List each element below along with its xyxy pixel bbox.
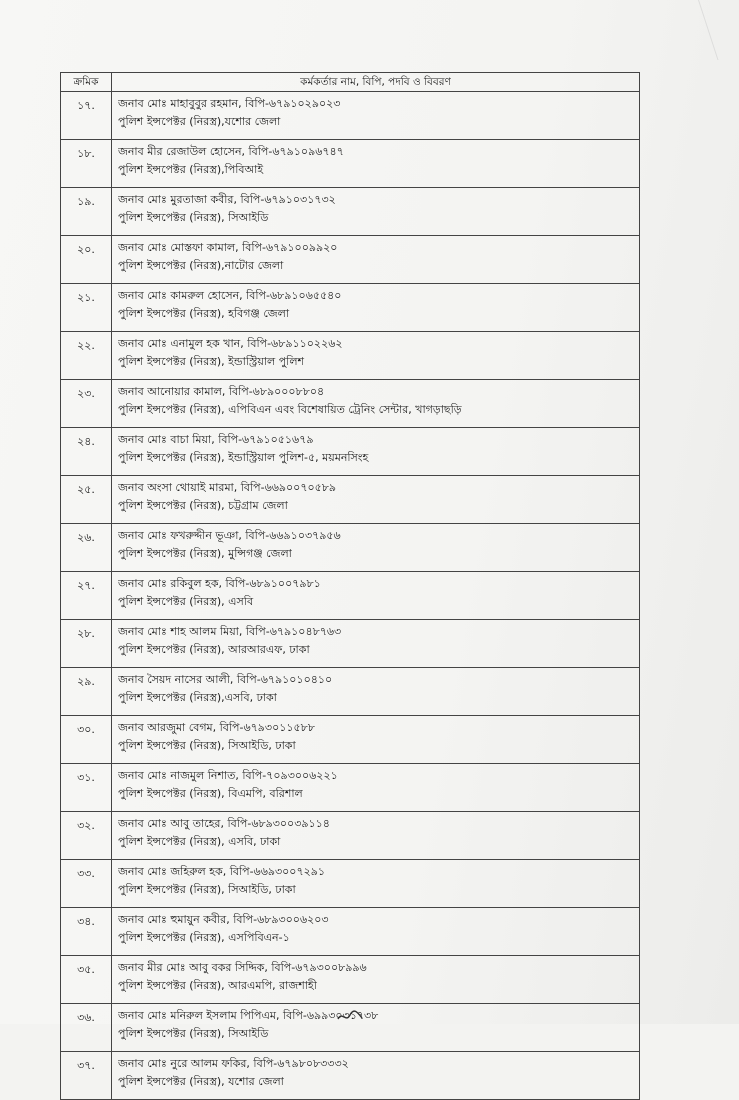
table-row xyxy=(61,668,640,716)
officer-post-unit: পুলিশ ইন্সপেক্টর (নিরস্ত্র), সিআইডি xyxy=(118,1027,269,1040)
officer-detail-cell xyxy=(112,860,640,908)
officer-post-unit: পুলিশ ইন্সপেক্টর (নিরস্ত্র),নাটোর জেলা xyxy=(118,259,284,272)
officer-post-unit: পুলিশ ইন্সপেক্টর (নিরস্ত্র), চট্টগ্রাম জেলা xyxy=(118,499,288,512)
table-row xyxy=(61,908,640,956)
officer-post-unit: পুলিশ ইন্সপেক্টর (নিরস্ত্র), ইন্ডাস্ট্রিয়াল পুলিশ xyxy=(118,355,305,368)
table-row xyxy=(61,380,640,428)
officer-detail-cell xyxy=(112,332,640,380)
officer-detail-cell xyxy=(112,716,640,764)
officer-detail-cell xyxy=(112,476,640,524)
serial-number: ২৬. xyxy=(61,524,112,572)
officer-detail-cell xyxy=(112,572,640,620)
officer-post-unit: পুলিশ ইন্সপেক্টর (নিরস্ত্র), এপিবিএন এবং বিশেষায়িত ট্রেনিং সেন্টার, খাগড়াছড়ি xyxy=(118,403,462,416)
officer-post-unit: পুলিশ ইন্সপেক্টর (নিরস্ত্র), এসপিবিএন-১ xyxy=(118,931,290,944)
officer-detail-cell xyxy=(112,668,640,716)
serial-number: ২০. xyxy=(61,236,112,284)
table-row xyxy=(61,572,640,620)
serial-number: ৩৪. xyxy=(61,908,112,956)
serial-number: ২৩. xyxy=(61,380,112,428)
serial-number: ৩৩. xyxy=(61,860,112,908)
officer-name-bp: জনাব মোঃ মুরতাজা কবীর, বিপি-৬৭৯১০৩১৭৩২ xyxy=(118,193,336,206)
serial-number: ৩১. xyxy=(61,764,112,812)
serial-number: ৩৫. xyxy=(61,956,112,1004)
officer-name-bp: জনাব আনোয়ার কামাল, বিপি-৬৮৯০০০৮৮০৪ xyxy=(118,385,325,398)
officer-detail-cell xyxy=(112,908,640,956)
signature-mark xyxy=(336,1008,364,1027)
officer-detail-cell xyxy=(112,380,640,428)
serial-number: ১৭. xyxy=(61,92,112,140)
signature-scribble-icon xyxy=(336,1009,364,1023)
officer-name-bp: জনাব মোঃ কামরুল হোসেন, বিপি-৬৮৯১০৬৫৫৪০ xyxy=(118,289,342,302)
table-row xyxy=(61,476,640,524)
officer-post-unit: পুলিশ ইন্সপেক্টর (নিরস্ত্র), আরএমপি, রাজশাহী xyxy=(118,979,317,992)
officer-name-bp: জনাব মোঃ রকিবুল হক, বিপি-৬৮৯১০০৭৯৮১ xyxy=(118,577,321,590)
officer-name-bp: জনাব মোঃ শাহ আলম মিয়া, বিপি-৬৭৯১০৪৮৭৬৩ xyxy=(118,625,342,638)
officer-detail-cell xyxy=(112,524,640,572)
officer-detail-cell xyxy=(112,140,640,188)
officer-post-unit: পুলিশ ইন্সপেক্টর (নিরস্ত্র), মুন্সিগঞ্জ জেলা xyxy=(118,547,292,560)
serial-column-header: ক্রমিক xyxy=(61,73,112,92)
serial-number: ৩৭. xyxy=(61,1052,112,1100)
officer-detail-cell xyxy=(112,620,640,668)
officer-post-unit: পুলিশ ইন্সপেক্টর (নিরস্ত্র), আরআরএফ, ঢাকা xyxy=(118,643,310,656)
officer-name-bp: জনাব মোঃ মোস্তফা কামাল, বিপি-৬৭৯১০০৯৯২০ xyxy=(118,241,338,254)
serial-number: ২৪. xyxy=(61,428,112,476)
officer-post-unit: পুলিশ ইন্সপেক্টর (নিরস্ত্র),এসবি, ঢাকা xyxy=(118,691,277,704)
officer-detail-cell xyxy=(112,92,640,140)
officer-name-bp: জনাব মোঃ ফখরুদ্দীন ভূঞা, বিপি-৬৬৯১০৩৭৯৫৬ xyxy=(118,529,341,542)
serial-number: ২৫. xyxy=(61,476,112,524)
officer-post-unit: পুলিশ ইন্সপেক্টর (নিরস্ত্র), এসবি, ঢাকা xyxy=(118,835,281,848)
officer-detail-cell xyxy=(112,812,640,860)
table-row xyxy=(61,188,640,236)
officer-detail-cell xyxy=(112,764,640,812)
officer-post-unit: পুলিশ ইন্সপেক্টর (নিরস্ত্র), এসবি xyxy=(118,595,254,608)
serial-number: ২৯. xyxy=(61,668,112,716)
table-row xyxy=(61,284,640,332)
officer-name-bp: জনাব মোঃ জহিরুল হক, বিপি-৬৬৯৩০০৭২৯১ xyxy=(118,865,326,878)
table-row xyxy=(61,524,640,572)
table-header-row xyxy=(61,73,640,92)
officer-post-unit: পুলিশ ইন্সপেক্টর (নিরস্ত্র),যশোর জেলা xyxy=(118,115,281,128)
officer-name-bp: জনাব সৈয়দ নাসের আলী, বিপি-৬৭৯১০১০৪১০ xyxy=(118,673,333,686)
table-row xyxy=(61,92,640,140)
serial-number: ৩০. xyxy=(61,716,112,764)
officer-post-unit: পুলিশ ইন্সপেক্টর (নিরস্ত্র), সিআইডি, ঢাকা xyxy=(118,883,296,896)
officer-detail-cell xyxy=(112,428,640,476)
officer-name-bp: জনাব অংসা থোয়াই মারমা, বিপি-৬৬৯০০৭০৫৮৯ xyxy=(118,481,337,494)
officer-post-unit: পুলিশ ইন্সপেক্টর (নিরস্ত্র),পিবিআই xyxy=(118,163,264,176)
serial-number: ২২. xyxy=(61,332,112,380)
officer-detail-cell xyxy=(112,236,640,284)
officer-name-bp: জনাব মোঃ নাজমুল নিশাত, বিপি-৭০৯৩০০৬২২১ xyxy=(118,769,338,782)
officer-detail-cell xyxy=(112,284,640,332)
serial-number: ৩২. xyxy=(61,812,112,860)
serial-number: ১৯. xyxy=(61,188,112,236)
officer-name-bp: জনাব আরজুমা বেগম, বিপি-৬৭৯৩০১১৫৮৮ xyxy=(118,721,315,734)
officer-name-bp: জনাব মোঃ মনিরুল ইসলাম পিপিএম, বিপি-৬৯৯৩০৩১৭৩৮ xyxy=(118,1009,379,1022)
officer-name-bp: জনাব মোঃ নুরে আলম ফকির, বিপি-৬৭৯৮০৮৩৩৩২ xyxy=(118,1057,349,1070)
officer-detail-cell xyxy=(112,956,640,1004)
table-row xyxy=(61,956,640,1004)
officer-detail-cell xyxy=(112,1004,640,1052)
table-body xyxy=(61,92,640,1100)
officer-detail-cell xyxy=(112,1052,640,1100)
table-row xyxy=(61,620,640,668)
officer-post-unit: পুলিশ ইন্সপেক্টর (নিরস্ত্র), হবিগঞ্জ জেলা xyxy=(118,307,290,320)
detail-column-header: কর্মকর্তার নাম, বিপি, পদবি ও বিবরণ xyxy=(112,73,640,92)
officer-detail-cell xyxy=(112,188,640,236)
officer-name-bp: জনাব মোঃ বাচা মিয়া, বিপি-৬৭৯১০৫১৬৭৯ xyxy=(118,433,314,446)
serial-number: ১৮. xyxy=(61,140,112,188)
officer-post-unit: পুলিশ ইন্সপেক্টর (নিরস্ত্র), সিআইডি, ঢাকা xyxy=(118,739,296,752)
page-fold-shadow xyxy=(698,0,739,60)
officer-name-bp: জনাব মোঃ হুমায়ুন কবীর, বিপি-৬৮৯৩০০৬২০৩ xyxy=(118,913,329,926)
officer-post-unit: পুলিশ ইন্সপেক্টর (নিরস্ত্র), ইন্ডাস্ট্রিয়াল পুলিশ-৫, ময়মনসিংহ xyxy=(118,451,369,464)
serial-number: ২৮. xyxy=(61,620,112,668)
officer-post-unit: পুলিশ ইন্সপেক্টর (নিরস্ত্র), বিএমপি, বরিশাল xyxy=(118,787,303,800)
officer-name-bp: জনাব মীর মোঃ আবু বকর সিদ্দিক, বিপি-৬৭৯৩০০৮৯৯৬ xyxy=(118,961,367,974)
officer-name-bp: জনাব মোঃ মাহাবুবুর রহমান, বিপি-৬৭৯১০২৯০২৩ xyxy=(118,97,341,110)
table-row xyxy=(61,764,640,812)
serial-number: ৩৬. xyxy=(61,1004,112,1052)
officer-list-table xyxy=(60,72,640,1100)
officer-name-bp: জনাব মোঃ আবু তাহের, বিপি-৬৮৯৩০০৩৯১১৪ xyxy=(118,817,330,830)
table-row xyxy=(61,332,640,380)
serial-number: ২১. xyxy=(61,284,112,332)
serial-number: ২৭. xyxy=(61,572,112,620)
table-row xyxy=(61,812,640,860)
officer-post-unit: পুলিশ ইন্সপেক্টর (নিরস্ত্র), যশোর জেলা xyxy=(118,1075,284,1088)
table-row xyxy=(61,1052,640,1100)
table-row xyxy=(61,716,640,764)
table-row xyxy=(61,236,640,284)
table-row xyxy=(61,140,640,188)
table-row xyxy=(61,428,640,476)
officer-name-bp: জনাব মীর রেজাউল হোসেন, বিপি-৬৭৯১০৯৬৭৪৭ xyxy=(118,145,344,158)
officer-name-bp: জনাব মোঃ এনামুল হক খান, বিপি-৬৮৯১১০২২৬২ xyxy=(118,337,343,350)
table-row xyxy=(61,860,640,908)
officer-post-unit: পুলিশ ইন্সপেক্টর (নিরস্ত্র), সিআইডি xyxy=(118,211,269,224)
